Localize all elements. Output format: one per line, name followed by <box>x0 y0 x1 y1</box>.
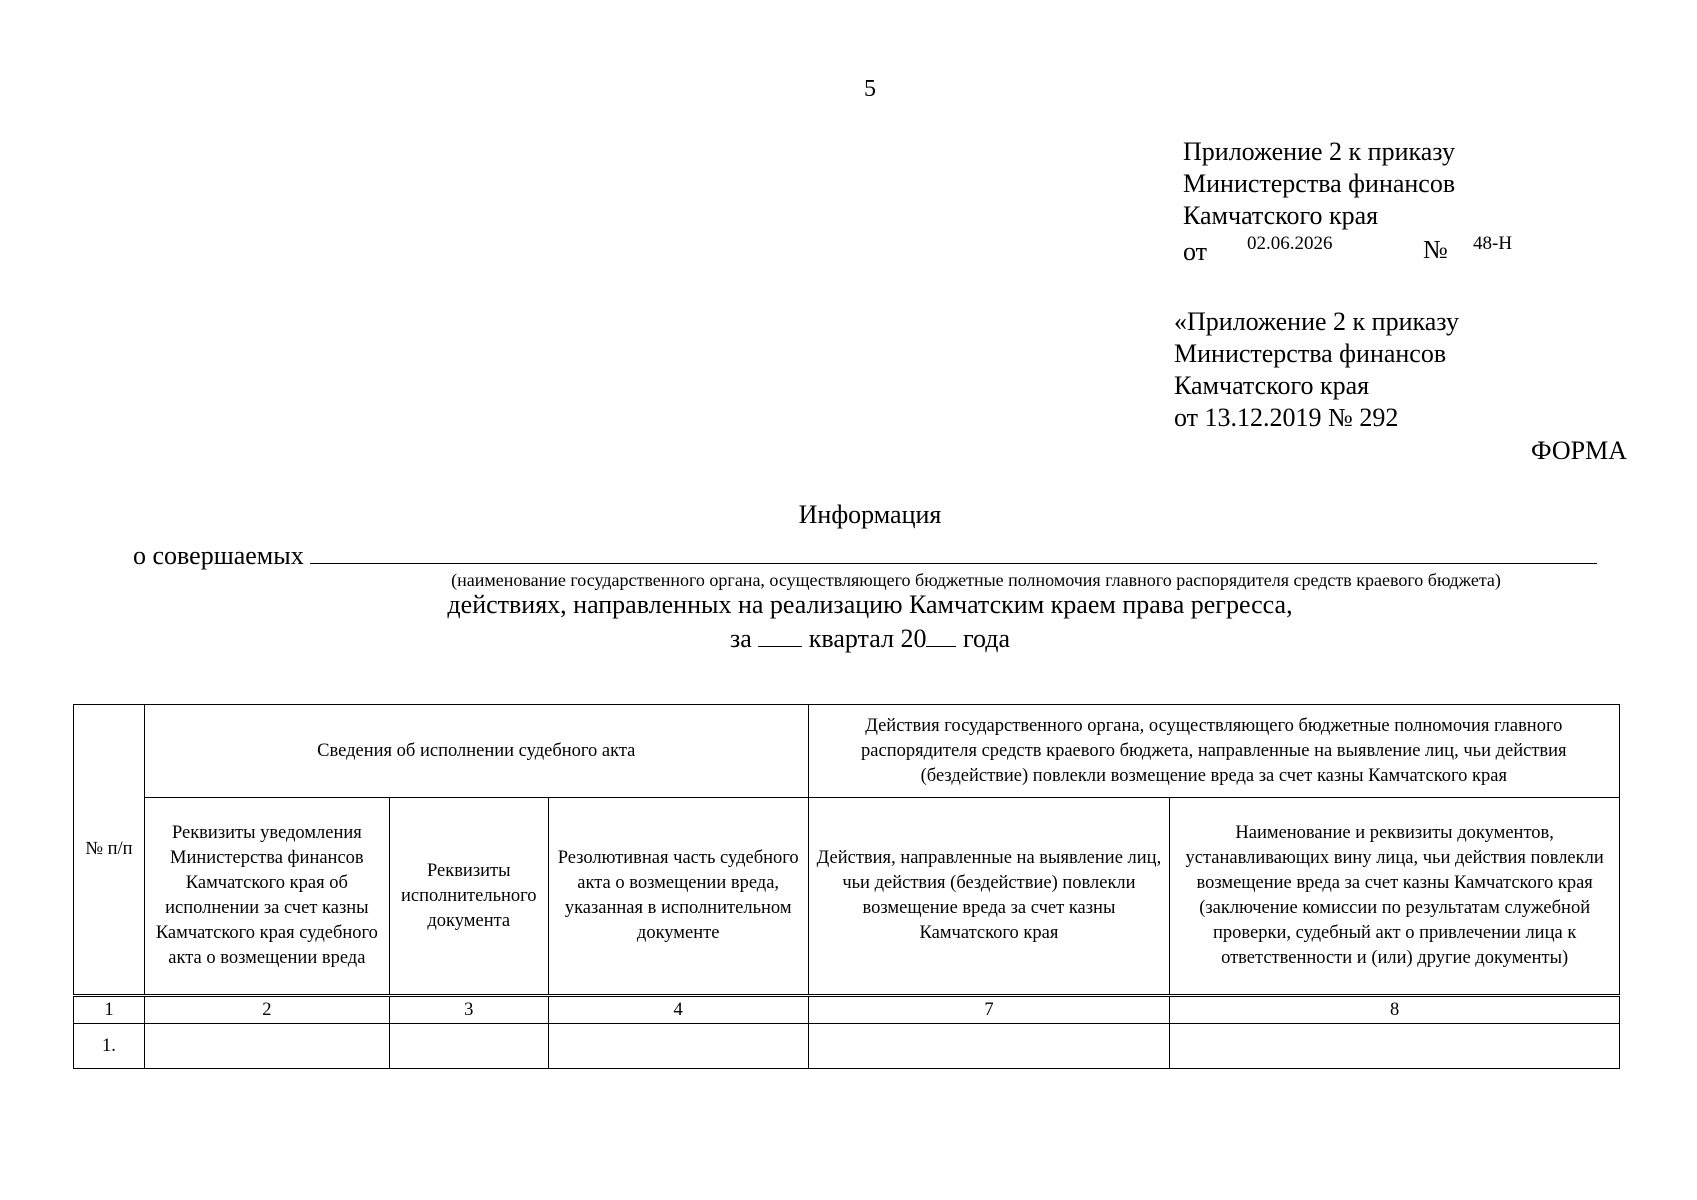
column-number: 3 <box>389 996 548 1024</box>
row-number: 1. <box>74 1024 145 1069</box>
appendix-new-requisites <box>1183 232 1513 266</box>
table-cell <box>808 1024 1170 1069</box>
table-cell <box>1170 1024 1620 1069</box>
appendix-new-line3: Камчатского края <box>1183 201 1379 230</box>
quarter-fill-blank <box>758 624 802 647</box>
period-prefix: за <box>729 624 752 653</box>
form-label: ФОРМА <box>1531 436 1627 465</box>
column-number-row <box>74 996 1620 1024</box>
appendix-header-old <box>1174 306 1459 434</box>
subject-line <box>133 537 1597 571</box>
document-title: Информация <box>798 500 942 529</box>
subject-continuation: действиях, направленных на реализацию Камчатским краем права регресса, <box>447 590 1293 619</box>
appendix-new-line2: Министерства финансов <box>1183 169 1456 198</box>
table-cell <box>389 1024 548 1069</box>
period-line <box>0 624 1697 654</box>
column-number: 7 <box>808 996 1170 1024</box>
subject-fill-blank <box>310 537 1597 564</box>
report-table <box>73 704 1620 1069</box>
appendix-new-line1: Приложение 2 к приказу <box>1183 137 1456 166</box>
header-col-notification: Реквизиты уведомления Министерства финансов Камчатского края об исполнении за счет казны Камчатского края судебного акта о возмещении вреда <box>144 798 389 996</box>
appendix-new-number-label: № <box>1423 235 1448 264</box>
appendix-old-line3: Камчатского края <box>1174 371 1370 400</box>
header-col-executive-doc: Реквизиты исполнительного документа <box>389 798 548 996</box>
table-cell <box>144 1024 389 1069</box>
appendix-old-line2: Министерства финансов <box>1174 339 1447 368</box>
subject-caption: (наименование государственного органа, осуществляющего бюджетные полномочия главного распорядителя средств краевого бюджета) <box>451 570 1501 590</box>
header-group-agency-actions: Действия государственного органа, осуществляющего бюджетные полномочия главного распорядителя средств краевого бюджета, направленные на выявление лиц, чьи действия (бездействие) повлекли возмещение вреда за счет казны Камчатского края <box>808 705 1619 798</box>
appendix-old-line4: от 13.12.2019 № 292 <box>1174 403 1399 432</box>
header-group-court-act: Сведения об исполнении судебного акта <box>144 705 808 798</box>
column-number: 2 <box>144 996 389 1024</box>
subject-prefix: о совершаемых <box>133 541 304 570</box>
appendix-new-date: 02.06.2026 <box>1247 233 1333 254</box>
column-number: 4 <box>548 996 808 1024</box>
header-col-documents: Наименование и реквизиты документов, устанавливающих вину лица, чьи действия повлекли возмещение вреда за счет казны Камчатского края (заключение комиссии по результатам служебной проверки, судебный акт о привлечении лица к ответственности и (или) другие документы) <box>1170 798 1620 996</box>
column-number: 1 <box>74 996 145 1024</box>
period-quarter-text: квартал 20 <box>808 624 927 653</box>
header-num: № п/п <box>74 705 145 996</box>
column-number: 8 <box>1170 996 1620 1024</box>
header-col-actions: Действия, направленные на выявление лиц, чьи действия (бездействие) повлекли возмещение вреда за счет казны Камчатского края <box>808 798 1170 996</box>
table-row <box>74 1024 1620 1069</box>
period-suffix: года <box>962 624 1011 653</box>
appendix-old-line1: «Приложение 2 к приказу <box>1174 307 1460 336</box>
appendix-header-new <box>1183 136 1513 266</box>
appendix-new-number: 48-Н <box>1473 233 1513 254</box>
header-col-resolution: Резолютивная часть судебного акта о возмещении вреда, указанная в исполнительном документе <box>548 798 808 996</box>
appendix-new-from-label: от <box>1183 237 1208 266</box>
table-cell <box>548 1024 808 1069</box>
page-number: 5 <box>864 76 876 102</box>
year-fill-blank <box>926 624 956 647</box>
